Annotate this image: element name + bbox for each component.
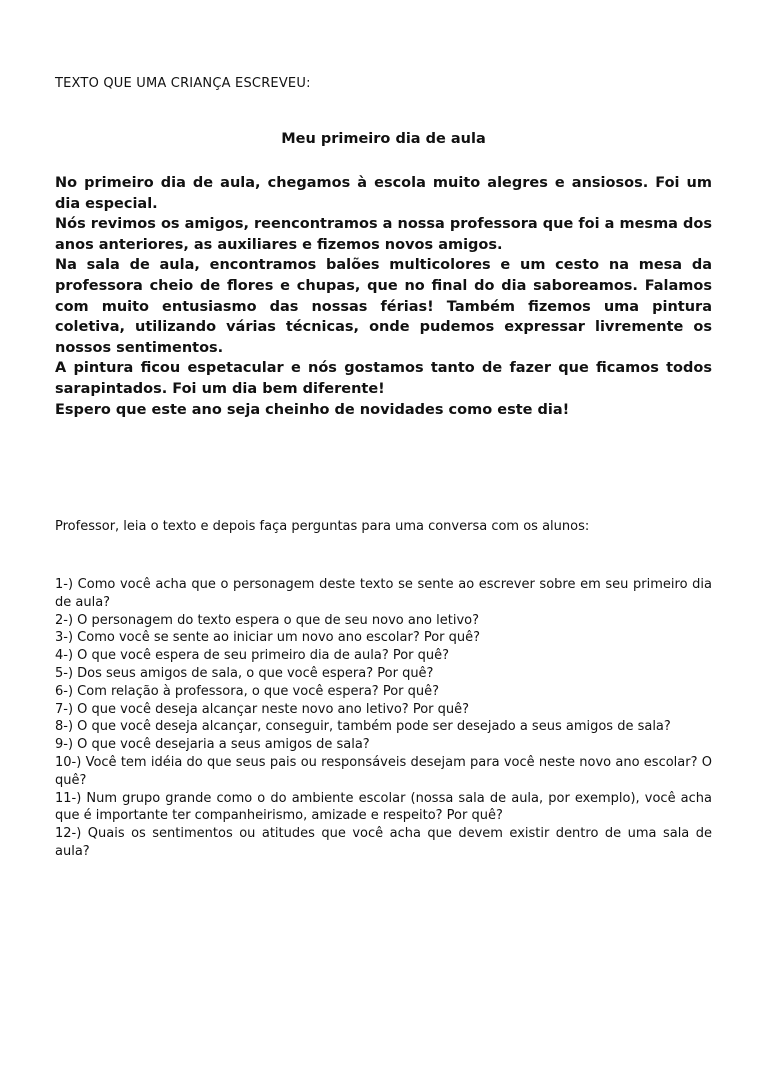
question-item: 6-) Com relação à professora, o que você espera? Por quê? <box>55 683 440 699</box>
question-item: 4-) O que você espera de seu primeiro dia de aula? Por quê? <box>55 648 450 664</box>
question-item: 2-) O personagem do texto espera o que de seu novo ano letivo? <box>55 612 480 628</box>
story-paragraph: A pintura ficou espetacular e nós gostamos tanto de fazer que ficamos todos sarapintados. Foi um dia bem diferente! <box>55 360 712 397</box>
question-list <box>55 576 712 861</box>
story-paragraph: Espero que este ano seja cheinho de novidades como este dia! <box>55 401 570 418</box>
document-heading: TEXTO QUE UMA CRIANÇA ESCREVEU: <box>55 76 311 91</box>
story-paragraph: No primeiro dia de aula, chegamos à escola muito alegres e ansiosos. Foi um dia especial. <box>55 175 712 212</box>
question-item: 11-) Num grupo grande como o do ambiente escolar (nossa sala de aula, por exemplo), você acha que é importante ter companheirismo, amizade e respeito? Por quê? <box>55 790 712 824</box>
question-item: 7-) O que você deseja alcançar neste novo ano letivo? Por quê? <box>55 701 470 717</box>
question-item: 12-) Quais os sentimentos ou atitudes que você acha que devem existir dentro de uma sala de aula? <box>55 826 712 859</box>
story-body <box>55 173 712 420</box>
question-item: 3-) Como você se sente ao iniciar um novo ano escolar? Por quê? <box>55 630 481 646</box>
teacher-prompt: Professor, leia o texto e depois faça perguntas para uma conversa com os alunos: <box>55 519 590 534</box>
story-title: Meu primeiro dia de aula <box>281 131 486 147</box>
question-item: 8-) O que você deseja alcançar, conseguir, também pode ser desejado a seus amigos de sala? <box>55 719 671 735</box>
story-paragraph: Na sala de aula, encontramos balões multicolores e um cesto na mesa da professora cheio de flores e chupas, que no final do dia saboreamos. Falamos com muito entusiasmo das nossas férias! Também fizemos uma pintura coletiva, utilizando várias técnicas, onde pudemos expressar livremente os nossos sentimentos. <box>55 257 712 356</box>
story-paragraph: Nós revimos os amigos, reencontramos a nossa professora que foi a mesma dos anos anteriores, as auxiliares e fizemos novos amigos. <box>55 216 712 253</box>
question-item: 9-) O que você desejaria a seus amigos de sala? <box>55 737 370 753</box>
question-item: 10-) Você tem idéia do que seus pais ou responsáveis desejam para você neste novo ano escolar? O quê? <box>55 754 712 788</box>
question-item: 5-) Dos seus amigos de sala, o que você espera? Por quê? <box>55 665 434 681</box>
question-item: 1-) Como você acha que o personagem deste texto se sente ao escrever sobre em seu primeiro dia de aula? <box>55 577 712 610</box>
